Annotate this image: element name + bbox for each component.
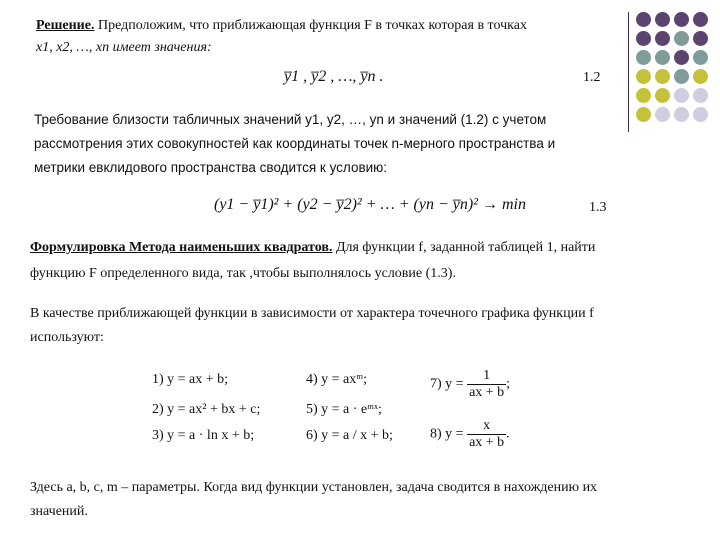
formula-7-denominator: ax + b <box>469 385 505 400</box>
requirement-line-3: метрики евклидового пространства сводится к условию: <box>34 160 388 175</box>
dot-lavender <box>693 88 708 103</box>
dot-purple <box>655 31 670 46</box>
dot-teal <box>674 69 689 84</box>
dot-lavender <box>655 107 670 122</box>
formula-8-denominator: ax + b <box>469 435 505 450</box>
solution-paragraph <box>36 16 527 36</box>
solution-label: Решение. <box>36 18 95 33</box>
formula-3: 3) y = a · ln x + b; <box>152 428 255 443</box>
dot-olive <box>636 88 651 103</box>
formulation-paragraph <box>30 238 595 258</box>
dot-olive <box>636 69 651 84</box>
dot-teal <box>655 50 670 65</box>
formula-2: 2) y = ax² + bx + c; <box>152 402 261 417</box>
dot-olive <box>655 88 670 103</box>
params-line-2: значений. <box>30 504 88 519</box>
dot-purple <box>693 31 708 46</box>
dot-olive <box>636 107 651 122</box>
equation-number-1-3: 1.3 <box>589 200 607 215</box>
formula-8: 8) y = $\frac{x}{ax + b}$ . <box>430 418 510 450</box>
formula-8-fraction <box>467 418 506 451</box>
requirement-line-2: рассмотрения этих совокупностей как координаты точек n-мерного пространства и <box>34 136 556 151</box>
dot-purple <box>655 12 670 27</box>
formulation-text: Для функции f, заданной таблицей 1, найти <box>332 240 596 255</box>
formula-7-fraction <box>467 368 506 401</box>
formula-8-numerator: x <box>467 418 506 435</box>
approx-line-2: используют: <box>30 330 104 345</box>
dot-purple <box>674 50 689 65</box>
formula-6: 6) y = a / x + b; <box>306 428 393 443</box>
equation-number-1-2: 1.2 <box>583 70 601 85</box>
formulation-line-2: функцию F определенного вида, так ,чтобы выполнялось условие (1.3). <box>30 266 456 281</box>
formula-5: 5) y = a · eᵐˣ; <box>306 402 382 417</box>
solution-line-2: x1, x2, …, xn имеет значения: <box>36 40 212 55</box>
dot-lavender <box>693 107 708 122</box>
dot-purple <box>636 31 651 46</box>
formula-7-prefix: 7) y = <box>430 376 464 392</box>
dot-teal <box>636 50 651 65</box>
dot-olive <box>655 69 670 84</box>
decorative-divider-line <box>628 12 629 132</box>
dot-olive <box>693 69 708 84</box>
equation-1-3: (y1 − y̅1)² + (y2 − y̅2)² + … + (yn − y̅n)² → min <box>214 196 526 213</box>
dot-lavender <box>674 107 689 122</box>
equation-1-2: y̅1 , y̅2 , …, y̅n . <box>284 68 384 85</box>
approx-line-1: В качестве приближающей функции в зависимости от характера точечного графика функции f <box>30 306 594 321</box>
dot-purple <box>674 12 689 27</box>
dot-teal <box>693 50 708 65</box>
formulation-label: Формулировка Метода наименьших квадратов. <box>30 240 333 255</box>
dot-purple <box>693 12 708 27</box>
formula-7-numerator: 1 <box>467 368 506 385</box>
params-line-1: Здесь a, b, c, m – параметры. Когда вид функции установлен, задача сводится в нахождению их <box>30 480 598 495</box>
dot-purple <box>636 12 651 27</box>
formula-7: 7) y = $\frac{1}{ax + b}$ ; <box>430 368 511 400</box>
requirement-line-1: Требование близости табличных значений y1, y2, …, yn и значений (1.2) с учетом <box>34 112 547 127</box>
solution-text: Предположим, что приближающая функция F в точках которая в точках <box>94 18 527 33</box>
dot-teal <box>674 31 689 46</box>
dot-lavender <box>674 88 689 103</box>
formula-1: 1) y = ax + b; <box>152 372 229 387</box>
formula-4: 4) y = axᵐ; <box>306 372 368 387</box>
formula-8-prefix: 8) y = <box>430 426 464 442</box>
